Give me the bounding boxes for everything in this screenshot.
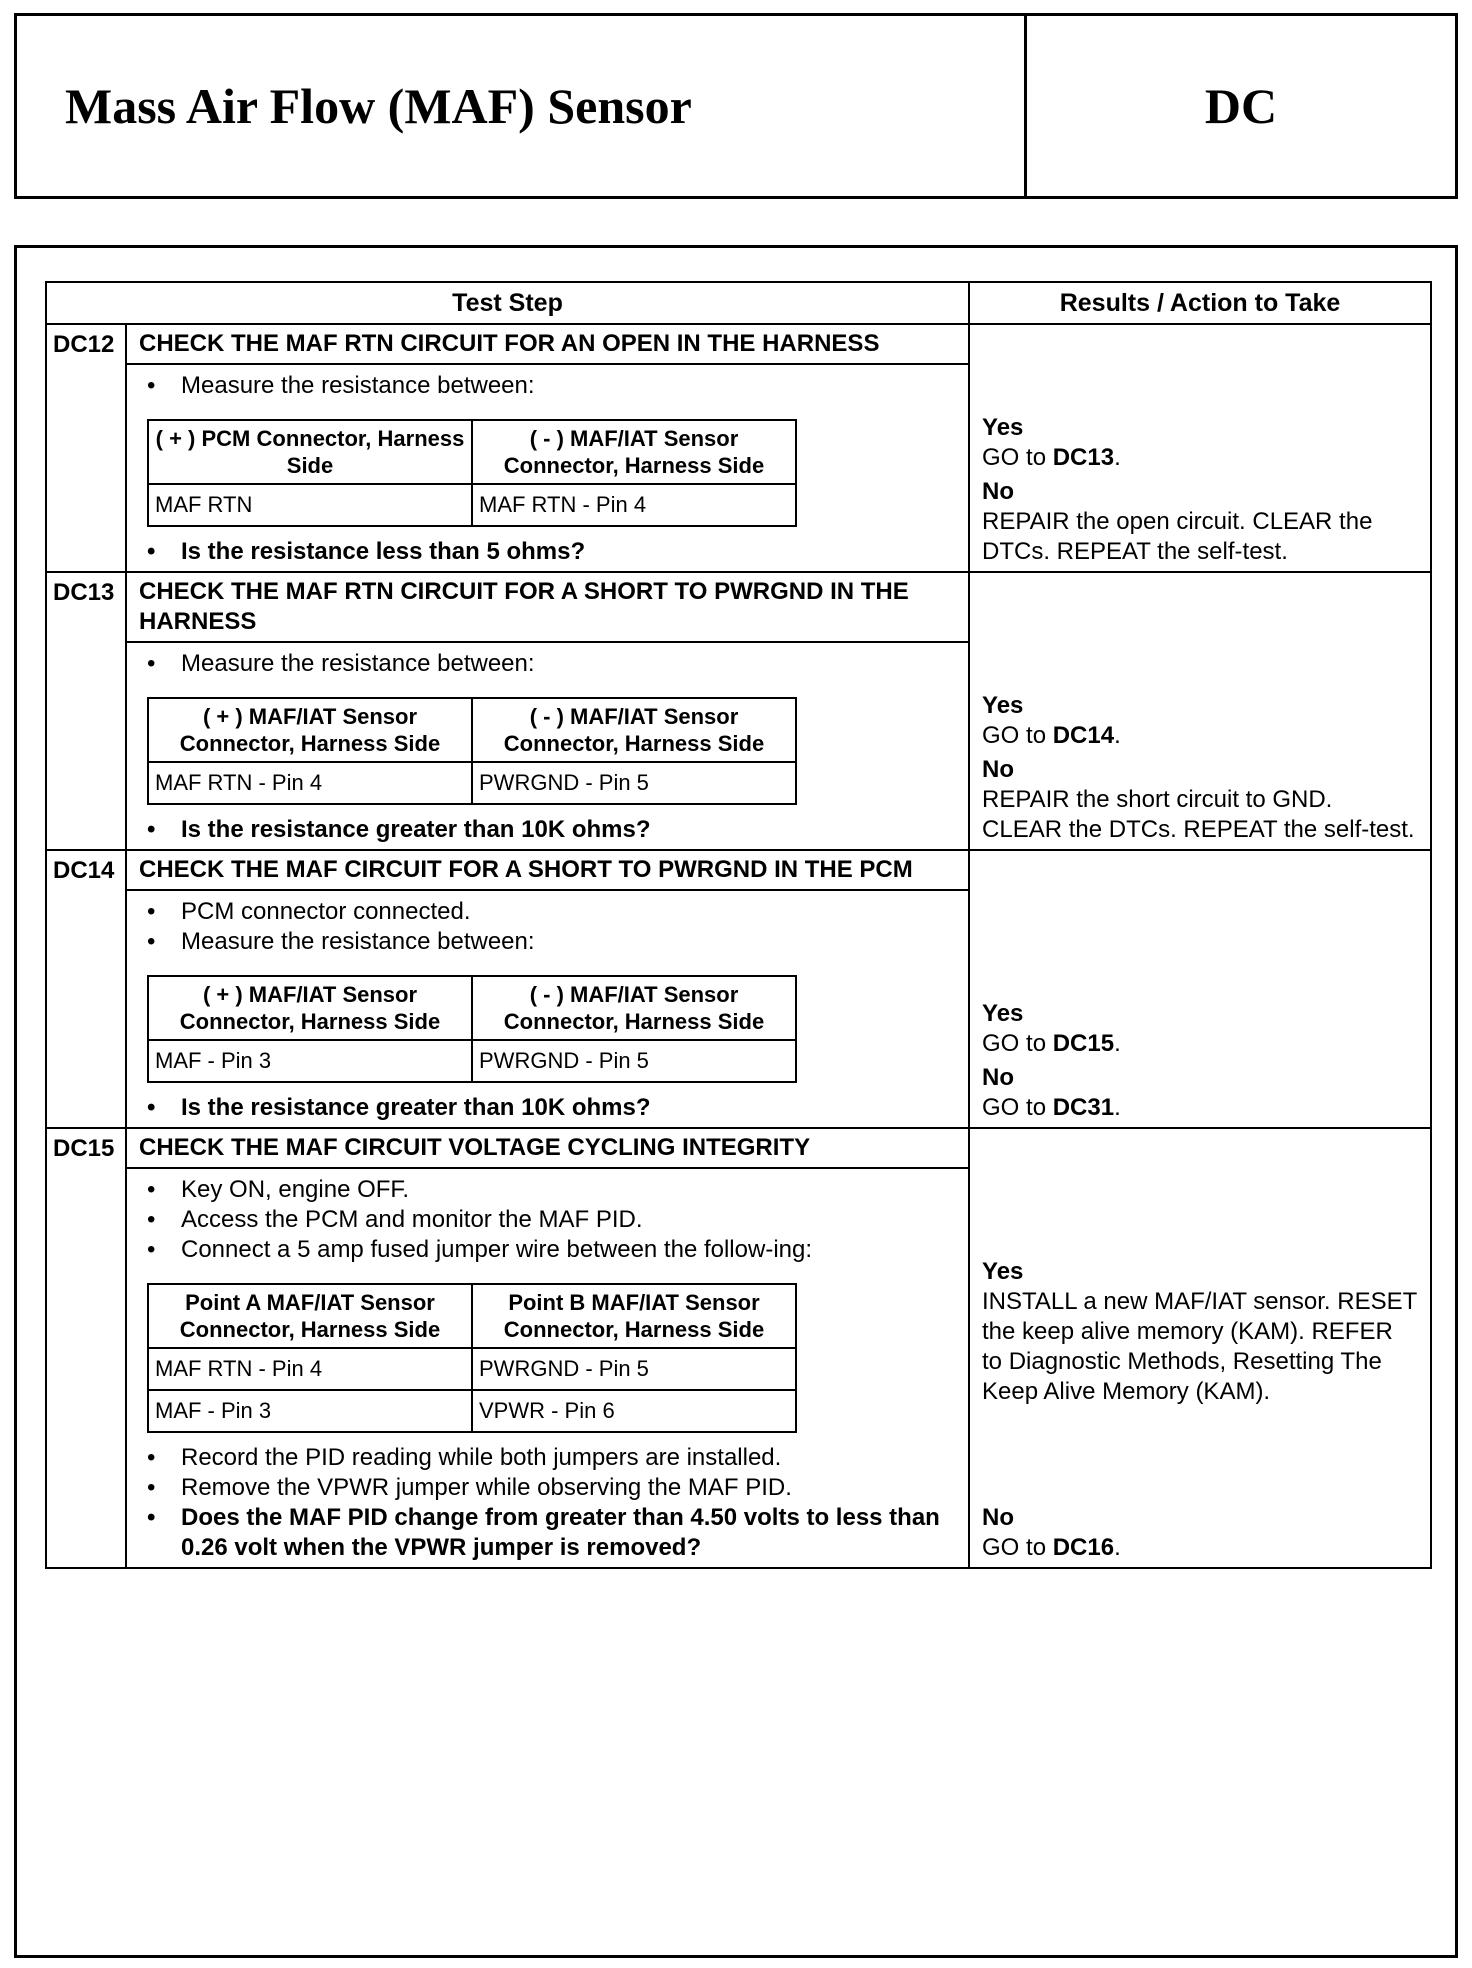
question-item: • Is the resistance less than 5 ohms? <box>139 537 958 567</box>
step-title: CHECK THE MAF RTN CIRCUIT FOR AN OPEN IN THE HARNESS <box>126 324 969 364</box>
yes-label: Yes <box>982 1000 1024 1027</box>
diagnostic-table <box>45 281 1432 1569</box>
no-label: No <box>982 478 1015 505</box>
page-header <box>14 13 1458 199</box>
step-title: CHECK THE MAF CIRCUIT VOLTAGE CYCLING INTEGRITY <box>126 1128 969 1168</box>
measurement-cell: MAF - Pin 3 <box>148 1390 472 1432</box>
step-code: DC15 <box>46 1128 126 1168</box>
bullet-item: • Record the PID reading while both jumpers are installed. <box>139 1443 958 1473</box>
no-label: No <box>982 1504 1015 1531</box>
step-code: DC13 <box>46 572 126 642</box>
measurement-cell: PWRGND - Pin 5 <box>472 762 796 804</box>
no-text: GO to <box>982 1094 1047 1121</box>
measurement-table <box>147 1283 797 1433</box>
measurement-header: Point B MAF/IAT Sensor Connector, Harness Side <box>472 1284 796 1348</box>
measurement-cell: MAF RTN <box>148 484 472 526</box>
step-title: CHECK THE MAF CIRCUIT FOR A SHORT TO PWRGND IN THE PCM <box>126 850 969 890</box>
bullet-item: • Remove the VPWR jumper while observing the MAF PID. <box>139 1473 958 1503</box>
measurement-cell: MAF RTN - Pin 4 <box>148 762 472 804</box>
step-body <box>126 364 969 572</box>
yes-label: Yes <box>982 414 1024 441</box>
no-goto-link[interactable]: DC16 <box>1052 1534 1115 1561</box>
measurement-table <box>147 975 797 1083</box>
bullet-item: • Key ON, engine OFF. <box>139 1175 958 1205</box>
section-code: DC <box>1204 78 1278 134</box>
question-item: • Does the MAF PID change from greater than 4.50 volts to less than 0.26 volt when the VPWR jumper is removed? <box>139 1503 958 1563</box>
yes-text: GO to <box>982 444 1047 471</box>
no-label: No <box>982 756 1015 783</box>
bullet-item: • Measure the resistance between: <box>139 927 958 957</box>
yes-goto-link[interactable]: DC15 <box>1052 1030 1115 1057</box>
measurement-cell: PWRGND - Pin 5 <box>472 1348 796 1390</box>
yes-label: Yes <box>982 1258 1024 1285</box>
yes-label: Yes <box>982 692 1024 719</box>
no-text: REPAIR the short circuit to GND. CLEAR the DTCs. REPEAT the self-test. <box>982 786 1415 843</box>
no-text: GO to <box>982 1534 1047 1561</box>
step-body <box>126 642 969 850</box>
measurement-header: ( - ) MAF/IAT Sensor Connector, Harness Side <box>472 976 796 1040</box>
step-code: DC14 <box>46 850 126 890</box>
step-title-row <box>46 572 1431 642</box>
step-title-row <box>46 850 1431 890</box>
bullet-item: • Connect a 5 amp fused jumper wire between the follow-ing: <box>139 1235 958 1265</box>
no-label: No <box>982 1064 1015 1091</box>
measurement-header: ( + ) PCM Connector, Harness Side <box>148 420 472 484</box>
results-header: Results / Action to Take <box>969 282 1431 324</box>
step-title: CHECK THE MAF RTN CIRCUIT FOR A SHORT TO PWRGND IN THE HARNESS <box>126 572 969 642</box>
table-header-row <box>46 282 1431 324</box>
bullet-item: • Measure the resistance between: <box>139 371 958 401</box>
test-step-header: Test Step <box>46 282 969 324</box>
step-title-row <box>46 1128 1431 1168</box>
step-result: Yes GO to DC14. No REPAIR the short circuit to GND. CLEAR the DTCs. REPEAT the self-test. <box>969 572 1431 850</box>
step-body <box>126 1168 969 1568</box>
no-text: REPAIR the open circuit. CLEAR the DTCs. REPEAT the self-test. <box>982 508 1373 565</box>
measurement-table <box>147 697 797 805</box>
measurement-header: ( - ) MAF/IAT Sensor Connector, Harness Side <box>472 420 796 484</box>
bullet-item: • PCM connector connected. <box>139 897 958 927</box>
measurement-header: ( + ) MAF/IAT Sensor Connector, Harness Side <box>148 698 472 762</box>
measurement-table <box>147 419 797 527</box>
question-item: • Is the resistance greater than 10K ohms? <box>139 815 958 845</box>
bullet-item: • Access the PCM and monitor the MAF PID. <box>139 1205 958 1235</box>
step-result: Yes GO to DC15. No GO to DC31. <box>969 850 1431 1128</box>
yes-goto-link[interactable]: DC14 <box>1052 722 1115 749</box>
yes-goto-link[interactable]: DC13 <box>1052 444 1115 471</box>
measurement-cell: PWRGND - Pin 5 <box>472 1040 796 1082</box>
measurement-header: ( - ) MAF/IAT Sensor Connector, Harness Side <box>472 698 796 762</box>
bullet-item: • Measure the resistance between: <box>139 649 958 679</box>
step-result: Yes INSTALL a new MAF/IAT sensor. RESET the keep alive memory (KAM). REFER to Diagnostic Methods, Resetting The Keep Alive Memory (KAM). No GO to DC16. <box>969 1128 1431 1568</box>
step-title-row <box>46 324 1431 364</box>
measurement-cell: MAF - Pin 3 <box>148 1040 472 1082</box>
question-item: • Is the resistance greater than 10K ohms? <box>139 1093 958 1123</box>
yes-text: INSTALL a new MAF/IAT sensor. RESET the keep alive memory (KAM). REFER to Diagnostic Methods, Resetting The Keep Alive Memory (KAM). <box>982 1288 1417 1405</box>
step-code: DC12 <box>46 324 126 364</box>
measurement-cell: MAF RTN - Pin 4 <box>472 484 796 526</box>
measurement-header: Point A MAF/IAT Sensor Connector, Harness Side <box>148 1284 472 1348</box>
measurement-header: ( + ) MAF/IAT Sensor Connector, Harness Side <box>148 976 472 1040</box>
measurement-cell: MAF RTN - Pin 4 <box>148 1348 472 1390</box>
yes-text: GO to <box>982 722 1047 749</box>
yes-text: GO to <box>982 1030 1047 1057</box>
no-goto-link[interactable]: DC31 <box>1052 1094 1115 1121</box>
page-title: Mass Air Flow (MAF) Sensor <box>17 16 1027 196</box>
step-result: Yes GO to DC13. No REPAIR the open circuit. CLEAR the DTCs. REPEAT the self-test. <box>969 324 1431 572</box>
measurement-cell: VPWR - Pin 6 <box>472 1390 796 1432</box>
step-body <box>126 890 969 1128</box>
